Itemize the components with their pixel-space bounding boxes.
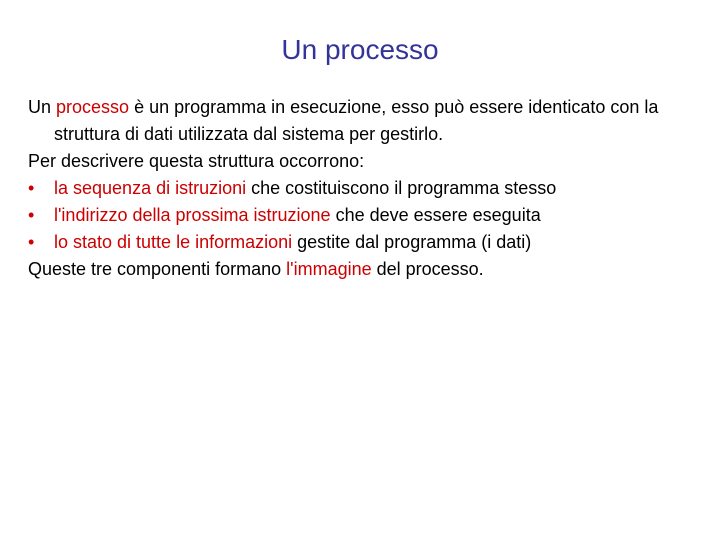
bullet-rest: gestite dal programma (i dati) <box>292 232 532 252</box>
intro-paragraph: Per descrivere questa struttura occorrono: <box>28 151 365 171</box>
conclusion-lead: Queste tre componenti formano <box>28 259 287 279</box>
definition-paragraph <box>28 94 698 148</box>
bullet-term: l'indirizzo della prossima istruzione <box>54 205 331 225</box>
conclusion-paragraph <box>28 256 698 283</box>
bullet-rest: che costituiscono il programma stesso <box>246 178 557 198</box>
definition-lead: Un <box>28 97 57 117</box>
bullet-text <box>54 175 556 202</box>
bullet-text <box>54 202 541 229</box>
definition-term: processo <box>56 97 130 117</box>
bullet-item <box>28 229 698 256</box>
bullet-text <box>54 229 531 256</box>
bullet-marker: • <box>28 205 35 225</box>
slide-body <box>28 94 698 283</box>
bullet-term: la sequenza di istruzioni <box>54 178 247 198</box>
bullet-marker: • <box>28 178 35 198</box>
bullet-rest: che deve essere eseguita <box>330 205 541 225</box>
slide-title: Un processo <box>281 34 439 65</box>
conclusion-term: l'immagine <box>286 259 372 279</box>
bullet-marker: • <box>28 232 35 252</box>
bullet-item <box>28 175 698 202</box>
bullet-term: lo stato di tutte le informazioni <box>54 232 293 252</box>
bullet-item <box>28 202 698 229</box>
definition-rest: è un programma in esecuzione, esso può essere identicato con la struttura di dati utilizzata dal sistema per gestirlo. <box>54 97 659 144</box>
conclusion-rest: del processo. <box>371 259 484 279</box>
